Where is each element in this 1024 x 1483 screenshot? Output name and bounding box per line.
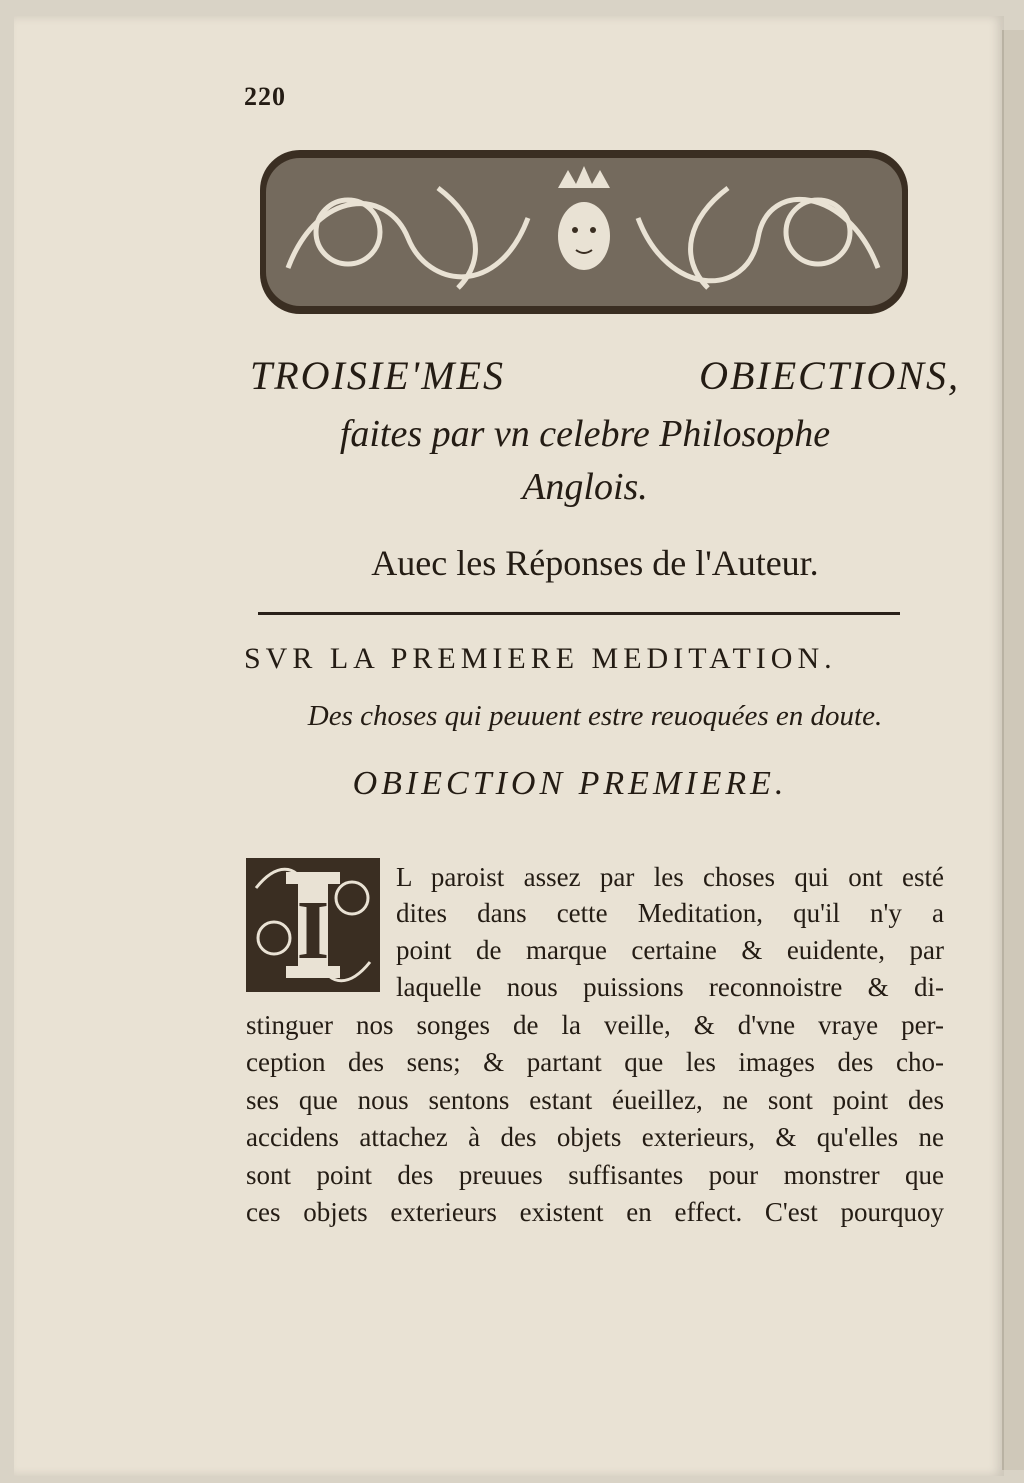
subtitle: Auec les Réponses de l'Auteur. <box>371 543 819 583</box>
section-heading: SVR LA PREMIERE MEDITATION. <box>244 642 837 675</box>
title-word-troisiemes: TROISIE'MES <box>250 353 505 398</box>
body-line: dites dans cette Meditation, qu'il n'y a <box>396 898 944 928</box>
ornamental-headpiece <box>258 148 910 316</box>
body-line: laquelle nous puissions reconnoistre & di- <box>396 972 944 1002</box>
page-number: 220 <box>244 82 286 111</box>
title-line-2: faites par vn celebre Philosophe <box>339 413 831 455</box>
drop-cap-letter: I <box>296 884 330 977</box>
section-subtitle: Des choses qui peuuent estre reuoquées en doute. <box>307 700 883 732</box>
body-line: point de marque certaine & euidente, par <box>396 935 944 965</box>
body-line: sont point des preuues suffisantes pour monstrer que <box>246 1160 944 1190</box>
body-line: accidens attachez à des objets exterieurs, & qu'elles ne <box>246 1122 944 1152</box>
objection-heading: OBIECTION PREMIERE. <box>352 765 788 802</box>
body-line: stinguer nos songes de la veille, & d'vne vraye per- <box>246 1010 944 1040</box>
title-word-obiections: OBIECTIONS, <box>699 353 960 398</box>
body-line: L paroist assez par les choses qui ont esté <box>396 862 944 892</box>
decorated-initial <box>246 858 380 992</box>
horizontal-rule <box>258 612 900 615</box>
body-line: ception des sens; & partant que les images des cho- <box>246 1047 944 1077</box>
title-line-1 <box>250 352 960 399</box>
title-line-3: Anglois. <box>522 466 648 508</box>
body-line: ses que nous sentons estant éueillez, ne sont point des <box>246 1085 944 1115</box>
adjacent-page-edge <box>1002 30 1024 1470</box>
body-line: ces objets exterieurs existent en effect. C'est pourquoy <box>246 1197 944 1227</box>
